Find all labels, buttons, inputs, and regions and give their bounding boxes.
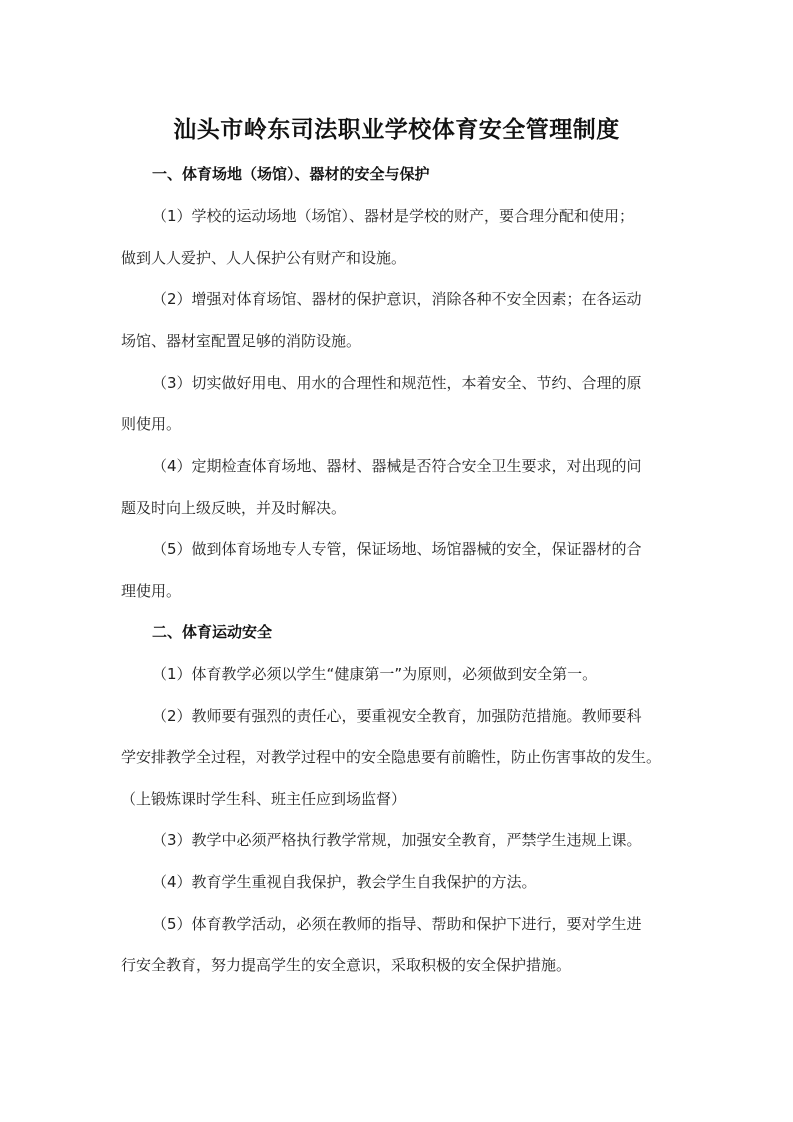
paragraph-line: 则使用。 (121, 415, 182, 433)
paragraph-line: 行安全教育，努力提高学生的安全意识，采取积极的安全保护措施。 (121, 956, 572, 974)
paragraph-line: （上锻炼课时学生科、班主任应到场监督） (121, 790, 407, 808)
paragraph-line: （1）学校的运动场地（场馆）、器材是学校的财产，要合理分配和使用； (152, 207, 635, 225)
section-heading-1: 一、体育场地（场馆）、器材的安全与保护 (152, 165, 430, 183)
paragraph-line: （2）教师要有强烈的责任心，要重视安全教育，加强防范措施。教师要科 (152, 707, 642, 725)
paragraph-line: （3）切实做好用电、用水的合理性和规范性，本着安全、节约、合理的原 (152, 374, 642, 392)
paragraph-line: 理使用。 (121, 582, 182, 600)
paragraph-line: 场馆、器材室配置足够的消防设施。 (121, 332, 362, 350)
paragraph-line: （5）体育教学活动，必须在教师的指导、帮助和保护下进行，要对学生进 (152, 915, 642, 933)
paragraph-line: （4）定期检查体育场地、器材、器械是否符合安全卫生要求，对出现的问 (152, 457, 642, 475)
section-heading-2: 二、体育运动安全 (152, 623, 273, 641)
paragraph-line: （4）教育学生重视自我保护，教会学生自我保护的方法。 (152, 873, 537, 891)
paragraph-line: 做到人人爱护、人人保护公有财产和设施。 (121, 249, 407, 267)
paragraph-line: 学安排教学全过程，对教学过程中的安全隐患要有前瞻性，防止伤害事故的发生。 (121, 748, 662, 766)
paragraph-line: （2）增强对体育场馆、器材的保护意识，消除各种不安全因素；在各运动 (152, 290, 642, 308)
paragraph-line: （1）体育教学必须以学生“健康第一”为原则，必须做到安全第一。 (152, 665, 598, 683)
paragraph-line: 题及时向上级反映，并及时解决。 (121, 499, 347, 517)
paragraph-line: （3）教学中必须严格执行教学常规，加强安全教育，严禁学生违规上课。 (152, 831, 642, 849)
paragraph-line: （5）做到体育场地专人专管，保证场地、场馆器械的安全，保证器材的合 (152, 540, 642, 558)
document-title: 汕头市岭东司法职业学校体育安全管理制度 (173, 116, 620, 143)
